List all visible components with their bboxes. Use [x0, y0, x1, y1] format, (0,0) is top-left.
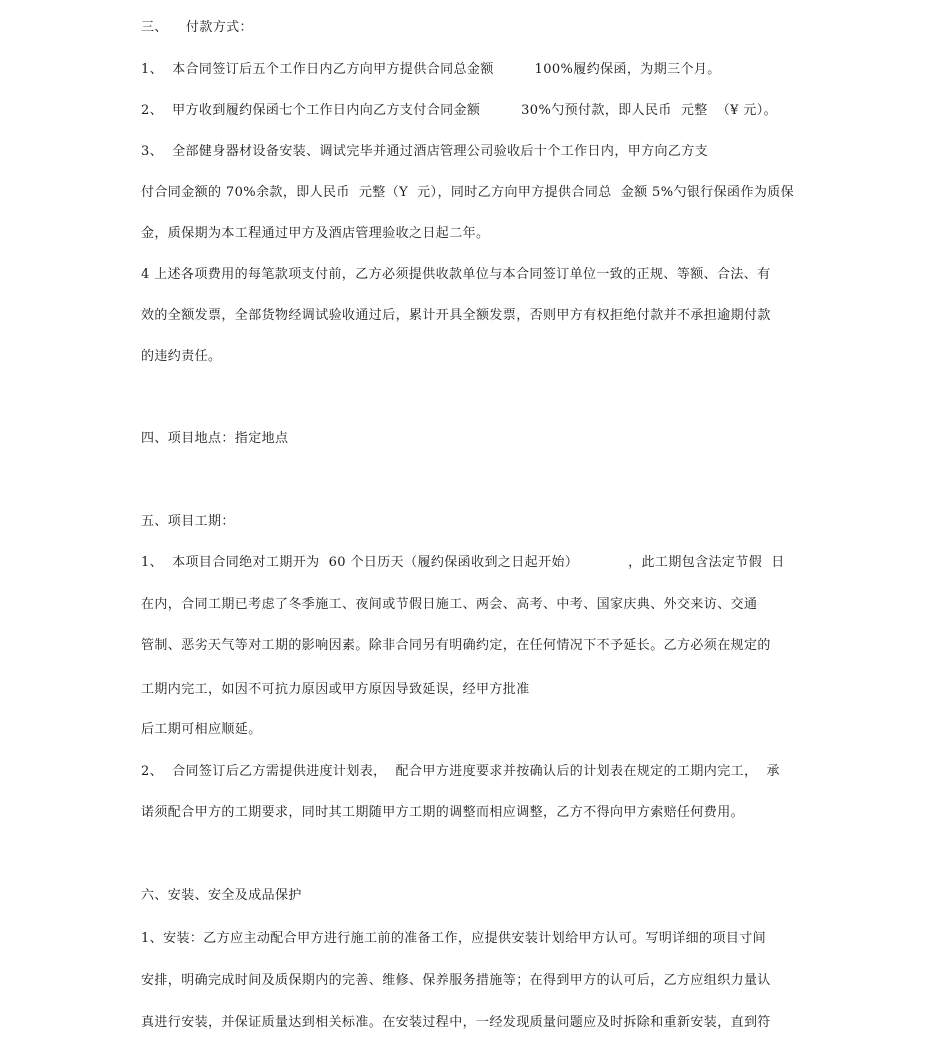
section-heading-payment: 三、 付款方式：	[141, 20, 253, 35]
paragraph-line: 1、 本项目合同绝对工期开为 60 个日历天（履约保函收到之日起开始） ，此工期包含法定节假 日	[141, 555, 785, 570]
paragraph-line: 后工期可相应顺延。	[141, 722, 262, 737]
paragraph-line: 1、安装：乙方应主动配合甲方进行施工前的准备工作，应提供安装计划给甲方认可。写明详细的项目寸间	[141, 931, 767, 946]
paragraph-line: 真进行安装，并保证质量达到相关标准。在安装过程中，一经发现质量问题应及时拆除和重新安装，直到符	[141, 1015, 771, 1030]
paragraph-line: 效的全额发票，全部货物经调试验收通过后，累计开具全额发票，否则甲方有权拒绝付款并不承担逾期付款	[141, 308, 771, 323]
section-heading-schedule: 五、项目工期：	[141, 514, 235, 529]
section-heading-location: 四、项目地点：指定地点	[141, 431, 289, 446]
paragraph-line: 在内，合同工期已考虑了冬季施工、夜间或节假日施工、两会、高考、中考、国家庆典、外交来访、交通	[141, 597, 758, 612]
paragraph-line: 的违约责任。	[141, 349, 222, 364]
section-heading-installation: 六、安装、安全及成品保护	[141, 888, 302, 903]
paragraph-line: 付合同金额的 70%余款，即人民币 元整（Y 元），同时乙方向甲方提供合同总 金额 5%勺银行保函作为质保	[141, 185, 795, 200]
paragraph-line: 管制、恶劣天气等对工期的影响因素。除非合同另有明确约定，在任何情况下不予延长。乙方必须在规定的	[141, 638, 771, 653]
paragraph-line: 3、 全部健身器材设备安装、调试完毕并通过酒店管理公司验收后十个工作日内，甲方向乙方支	[141, 144, 709, 159]
paragraph-line: 1、 本合同签订后五个工作日内乙方向甲方提供合同总金额 100%履约保函，为期三个月。	[141, 62, 721, 77]
paragraph-line: 4 上述各项费用的每笔款项支付前，乙方必须提供收款单位与本合同签订单位一致的正规、等额、合法、有	[141, 267, 771, 282]
paragraph-line: 安排，明确完成时间及质保期内的完善、维修、保养服务措施等；在得到甲方的认可后，乙方应组织力量认	[141, 973, 771, 988]
paragraph-line: 诺须配合甲方的工期要求，同时其工期随甲方工期的调整而相应调整，乙方不得向甲方索赔任何费用。	[141, 805, 745, 820]
paragraph-line: 金，质保期为本工程通过甲方及酒店管理验收之日起二年。	[141, 226, 490, 241]
paragraph-line: 2、 甲方收到履约保函七个工作日内向乙方支付合同金额 30%勺预付款，即人民币 元整 （¥ 元）。	[141, 103, 778, 118]
paragraph-line: 工期内完工，如因不可抗力原因或甲方原因导致延误，经甲方批准	[141, 682, 530, 697]
paragraph-line: 2、 合同签订后乙方需提供进度计划表， 配合甲方进度要求并按确认后的计划表在规定的工期内完工， 承	[141, 764, 780, 779]
